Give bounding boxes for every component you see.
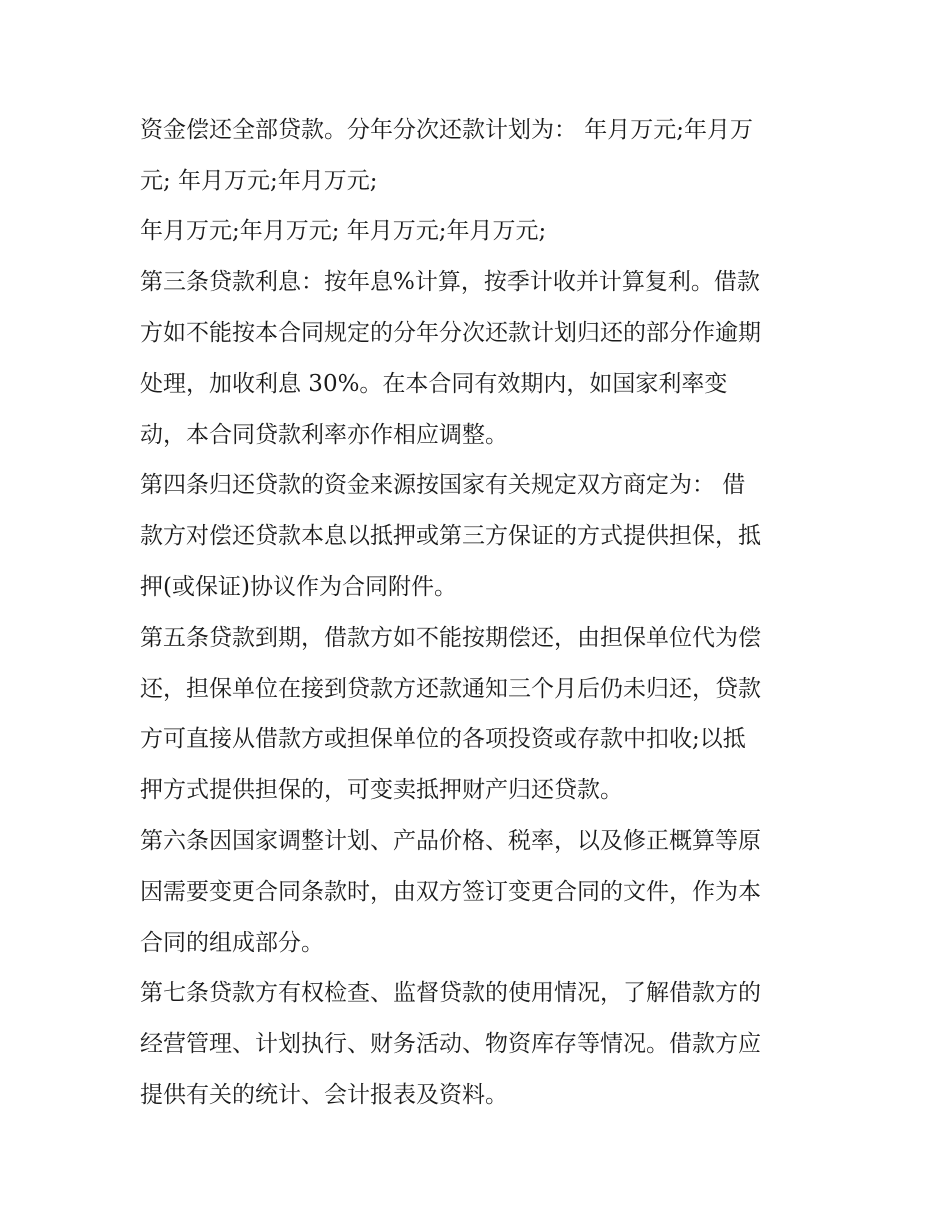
text-line: 押(或保证)协议作为合同附件。 [140, 574, 457, 600]
text-line: 资金偿还全部贷款。分年分次还款计划为： 年月万元;年月万 [140, 117, 754, 143]
text-line: 方可直接从借款方或担保单位的各项投资或存款中扣收;以抵 [140, 726, 746, 752]
text-line: 还，担保单位在接到贷款方还款通知三个月后仍未归还，贷款 [140, 676, 761, 702]
text-line: 第六条因国家调整计划、产品价格、税率，以及修正概算等原 [140, 828, 761, 854]
text-line: 第七条贷款方有权检查、监督贷款的使用情况，了解借款方的 [140, 980, 761, 1006]
text-line: 经营管理、计划执行、财务活动、物资库存等情况。借款方应 [140, 1031, 761, 1057]
text-line: 款方对偿还贷款本息以抵押或第三方保证的方式提供担保，抵 [140, 523, 761, 549]
text-line: 押方式提供担保的，可变卖抵押财产归还贷款。 [140, 777, 623, 803]
text-line: 因需要变更合同条款时，由双方签订变更合同的文件，作为本 [140, 879, 761, 905]
text-line: 第三条贷款利息：按年息%计算，按季计收并计算复利。借款 [140, 269, 760, 295]
text-line: 动，本合同贷款利率亦作相应调整。 [140, 422, 508, 448]
text-line: 第五条贷款到期，借款方如不能按期偿还，由担保单位代为偿 [140, 625, 761, 651]
text-line: 元; 年月万元;年月万元; [140, 168, 378, 194]
text-line: 方如不能按本合同规定的分年分次还款计划归还的部分作逾期 [140, 320, 761, 346]
text-line: 第四条归还贷款的资金来源按国家有关规定双方商定为： 借 [140, 472, 746, 498]
text-line: 年月万元;年月万元; 年月万元;年月万元; [140, 218, 547, 244]
text-line: 合同的组成部分。 [140, 930, 324, 956]
text-line: 处理，加收利息 30%。在本合同有效期内，如国家利率变 [140, 371, 728, 397]
text-line: 提供有关的统计、会计报表及资料。 [140, 1082, 508, 1108]
